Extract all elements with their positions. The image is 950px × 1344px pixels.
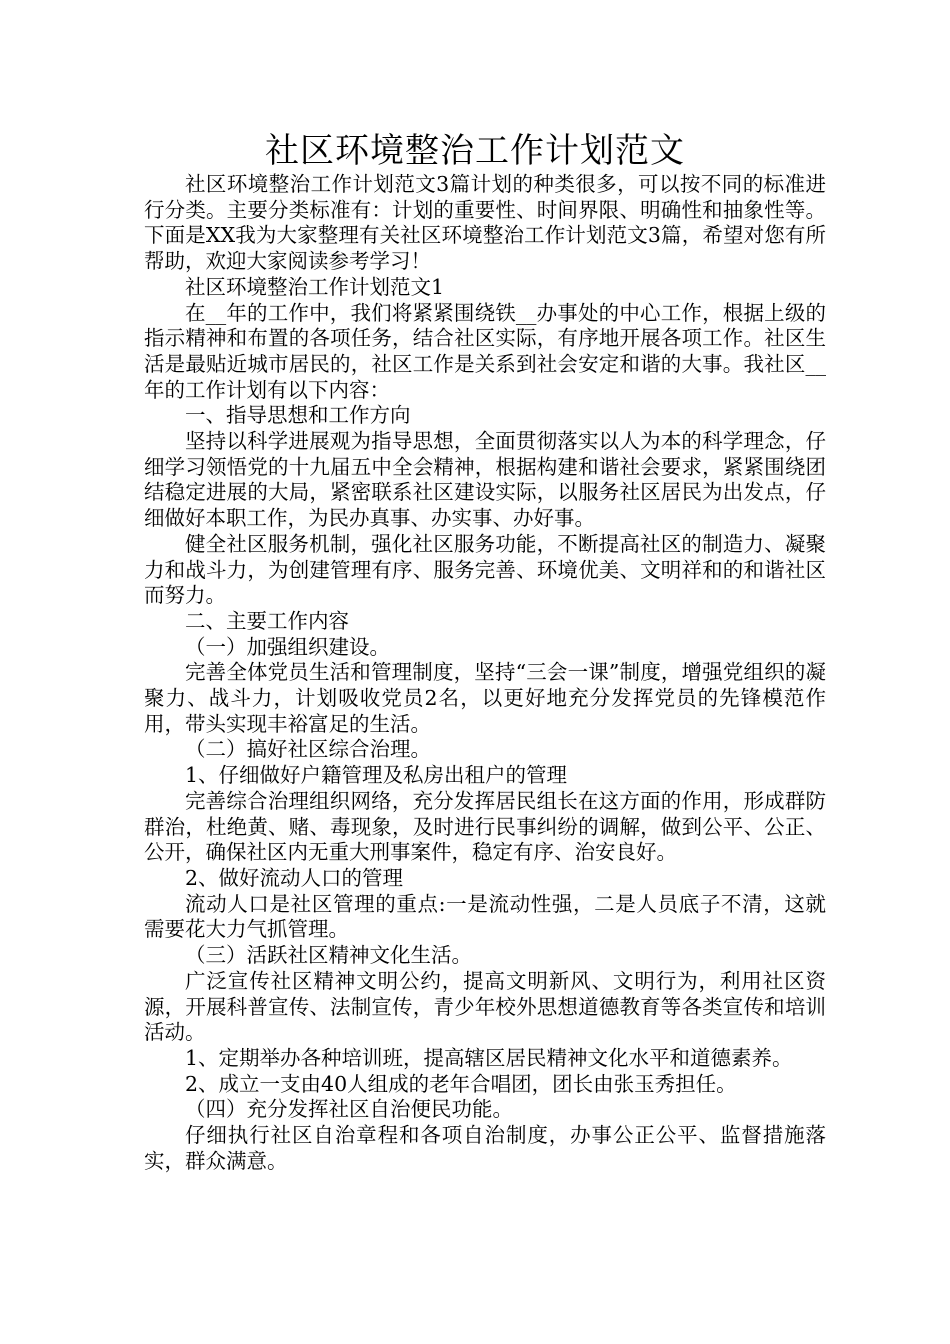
paragraph-heading: 二、主要工作内容 [185, 608, 349, 633]
paragraph-subheading: 2、做好流动人口的管理 [185, 865, 404, 890]
paragraph: 流动人口是社区管理的重点:一是流动性强，二是人员底子不清，这就需要花大力气抓管理。 [144, 891, 826, 942]
paragraph: 在__年的工作中，我们将紧紧围绕铁__办事处的中心工作，根据上级的指示精神和布置的各项任务，结合社区实际，有序地开展各项工作。社区生活是最贴近城市居民的，社区工作是关系到社会安定和谐的大事。我社区__年的工作计划有以下内容： [144, 300, 826, 402]
paragraph: 健全社区服务机制，强化社区服务功能，不断提高社区的制造力、凝聚力和战斗力，为创建管理有序、服务完善、环境优美、文明祥和的和谐社区而努力。 [144, 531, 826, 608]
paragraph: 完善综合治理组织网络，充分发挥居民组长在这方面的作用，形成群防群治，杜绝黄、赌、毒现象，及时进行民事纠纷的调解，做到公平、公正、公开，确保社区内无重大刑事案件，稳定有序、治安良好。 [144, 788, 826, 865]
paragraph-subheading: （三）活跃社区精神文化生活。 [185, 943, 472, 968]
paragraph-intro: 社区环境整治工作计划范文3篇计划的种类很多，可以按不同的标准进行分类。主要分类标准有：计划的重要性、时间界限、明确性和抽象性等。下面是XX我为大家整理有关社区环境整治工作计划范文3篇，希望对您有所帮助，欢迎大家阅读参考学习！ [144, 172, 826, 274]
document-title: 社区环境整治工作计划范文 [265, 131, 685, 171]
paragraph-section-heading: 社区环境整治工作计划范文1 [185, 274, 445, 299]
paragraph: 坚持以科学进展观为指导思想，全面贯彻落实以人为本的科学理念，仔细学习领悟党的十九届五中全会精神，根据构建和谐社会要求，紧紧围绕团结稳定进展的大局，紧密联系社区建设实际，以服务社区居民为出发点，仔细做好本职工作，为民办真事、办实事、办好事。 [144, 429, 826, 531]
paragraph-subheading: （四）充分发挥社区自治便民功能。 [185, 1097, 513, 1122]
paragraph: 2、成立一支由40人组成的老年合唱团，团长由张玉秀担任。 [185, 1071, 737, 1096]
paragraph-subheading: （二）搞好社区综合治理。 [185, 737, 431, 762]
paragraph-subheading: 1、仔细做好户籍管理及私房出租户的管理 [185, 763, 568, 788]
paragraph: 1、定期举办各种培训班，提高辖区居民精神文化水平和道德素养。 [185, 1045, 793, 1070]
paragraph-heading: 一、指导思想和工作方向 [185, 403, 411, 428]
paragraph: 完善全体党员生活和管理制度，坚持“三会一课”制度，增强党组织的凝聚力、战斗力，计划吸收党员2名，以更好地充分发挥党员的先锋模范作用，带头实现丰裕富足的生活。 [144, 660, 826, 736]
paragraph-subheading: （一）加强组织建设。 [185, 634, 390, 659]
paragraph: 仔细执行社区自治章程和各项自治制度，办事公正公平、监督措施落实，群众满意。 [144, 1123, 826, 1173]
document-body [144, 172, 826, 1174]
paragraph: 广泛宣传社区精神文明公约，提高文明新风、文明行为，利用社区资源，开展科普宣传、法制宣传，青少年校外思想道德教育等各类宣传和培训活动。 [144, 968, 826, 1045]
